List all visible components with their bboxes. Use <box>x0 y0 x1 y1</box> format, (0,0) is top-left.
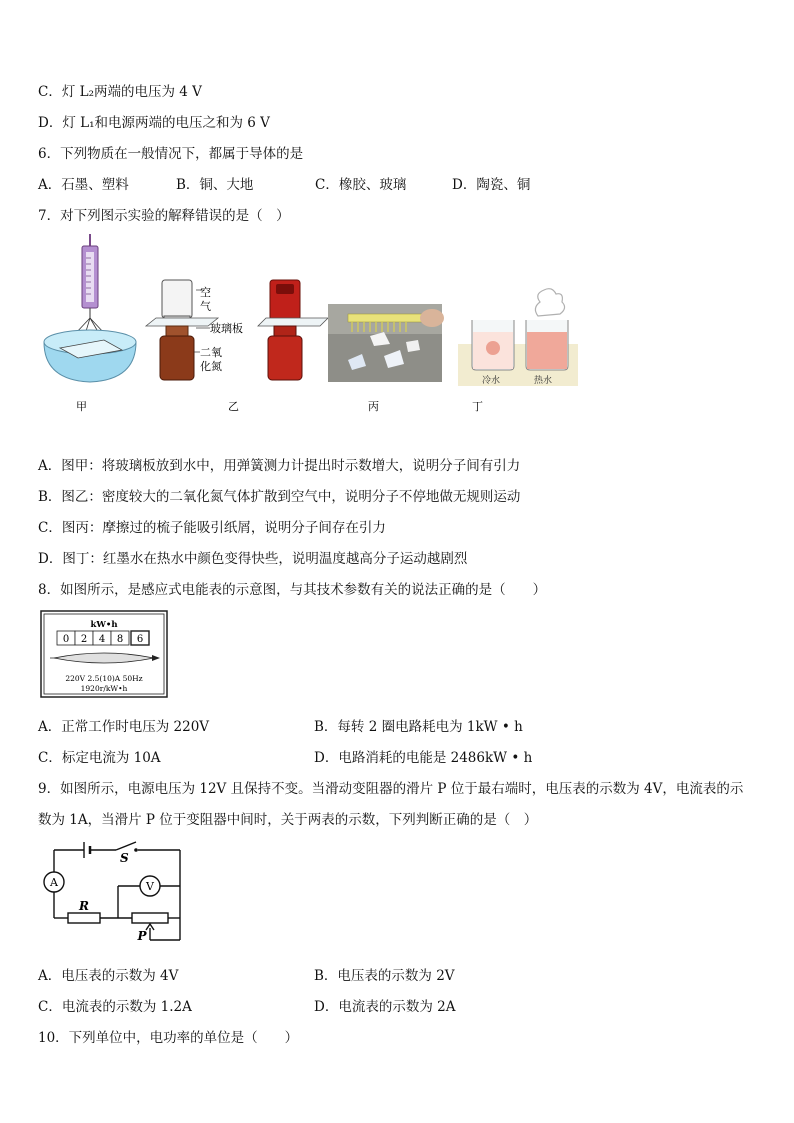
circuit-svg <box>40 840 190 948</box>
label-air-2: 气 <box>200 300 211 313</box>
q6-option-c: C．橡胶、玻璃 <box>315 177 407 193</box>
label-no2-1: 二氧 <box>200 346 222 359</box>
ammeter-label: A <box>50 876 58 889</box>
q9-options-row1 <box>38 967 758 985</box>
meter-digit-2: 2 <box>80 634 88 645</box>
q9-option-b: B．电压表的示数为 2V <box>314 968 455 984</box>
figure-bing <box>328 304 444 382</box>
q9-option-a: A．电压表的示数为 4V <box>38 968 179 984</box>
q8-option-a: A．正常工作时电压为 220V <box>38 719 210 735</box>
q7-figure <box>38 232 598 422</box>
slider-label: P <box>137 929 147 943</box>
q8-energy-meter <box>40 610 168 698</box>
q7-option-a: A．图甲：将玻璃板放到水中，用弹簧测力计提出时示数增大，说明分子间有引力 <box>38 458 521 474</box>
q5-option-d: D．灯 L₁和电源两端的电压之和为 6 V <box>38 115 270 131</box>
q7-option-b: B．图乙：密度较大的二氧化氮气体扩散到空气中，说明分子不停地做无规则运动 <box>38 489 521 505</box>
meter-spec-1: 220V 2.5(10)A 50Hz <box>65 674 143 683</box>
q5-option-c: C．灯 L₂两端的电压为 4 V <box>38 84 202 100</box>
meter-spec-2: 1920r/kW•h <box>80 684 128 693</box>
caption-ding: 丁 <box>472 400 483 413</box>
q7-figure-svg <box>38 232 598 422</box>
caption-yi: 乙 <box>228 400 239 413</box>
switch-label: S <box>120 851 129 865</box>
figure-ding <box>458 289 578 386</box>
meter-unit: kW•h <box>90 620 118 630</box>
q6-option-d: D．陶瓷、铜 <box>452 177 531 193</box>
q6-options <box>38 176 758 194</box>
q8-options-row1 <box>38 718 758 736</box>
label-air-1: 空 <box>200 286 211 299</box>
resistor-label: R <box>79 899 89 913</box>
voltmeter-label: V <box>146 880 154 893</box>
label-glass-plate: 玻璃板 <box>210 322 243 335</box>
energy-meter-svg <box>40 610 168 698</box>
q7-option-d: D．图丁：红墨水在热水中颜色变得快些，说明温度越高分子运动越剧烈 <box>38 551 468 567</box>
q10-stem: 10．下列单位中，电功率的单位是（ ） <box>38 1030 299 1046</box>
caption-bing: 丙 <box>368 400 379 413</box>
q8-option-c: C．标定电流为 10A <box>38 750 161 766</box>
q6-option-b: B．铜、大地 <box>176 177 254 193</box>
label-no2-2: 化氮 <box>200 360 222 373</box>
q8-option-d: D．电路消耗的电能是 2486kW • h <box>314 750 533 766</box>
caption-jia: 甲 <box>76 400 87 413</box>
q9-option-d: D．电流表的示数为 2A <box>314 999 456 1015</box>
q6-option-a: A．石墨、塑料 <box>38 177 129 193</box>
figure-jia <box>44 234 136 382</box>
q9-stem-line1: 9．如图所示，电源电压为 12V 且保持不变。当滑动变阻器的滑片 P 位于最右端时，电压表的示数为 4V，电流表的示 <box>38 781 744 797</box>
label-hot-water: 热水 <box>534 376 553 386</box>
q6-stem: 6．下列物质在一般情况下，都属于导体的是 <box>38 146 304 162</box>
meter-digit-4: 8 <box>116 634 124 645</box>
q9-stem-line2: 数为 1A，当滑片 P 位于变阻器中间时，关于两表的示数，下列判断正确的是（ ） <box>38 812 538 828</box>
q8-stem: 8．如图所示，是感应式电能表的示意图，与其技术参数有关的说法正确的是（ ） <box>38 582 547 598</box>
q7-option-c: C．图丙：摩擦过的梳子能吸引纸屑，说明分子间存在引力 <box>38 520 386 536</box>
meter-digit-3: 4 <box>98 634 106 645</box>
q9-option-c: C．电流表的示数为 1.2A <box>38 999 192 1015</box>
q9-options-row2 <box>38 998 758 1016</box>
q8-option-b: B．每转 2 圈电路耗电为 1kW • h <box>314 719 523 735</box>
meter-digit-5: 6 <box>136 634 144 645</box>
meter-digit-1: 0 <box>62 634 70 645</box>
q9-circuit <box>40 840 190 948</box>
label-cold-water: 冷水 <box>482 376 501 386</box>
q7-stem: 7．对下列图示实验的解释错误的是（ ） <box>38 208 290 224</box>
q8-options-row2 <box>38 749 758 767</box>
